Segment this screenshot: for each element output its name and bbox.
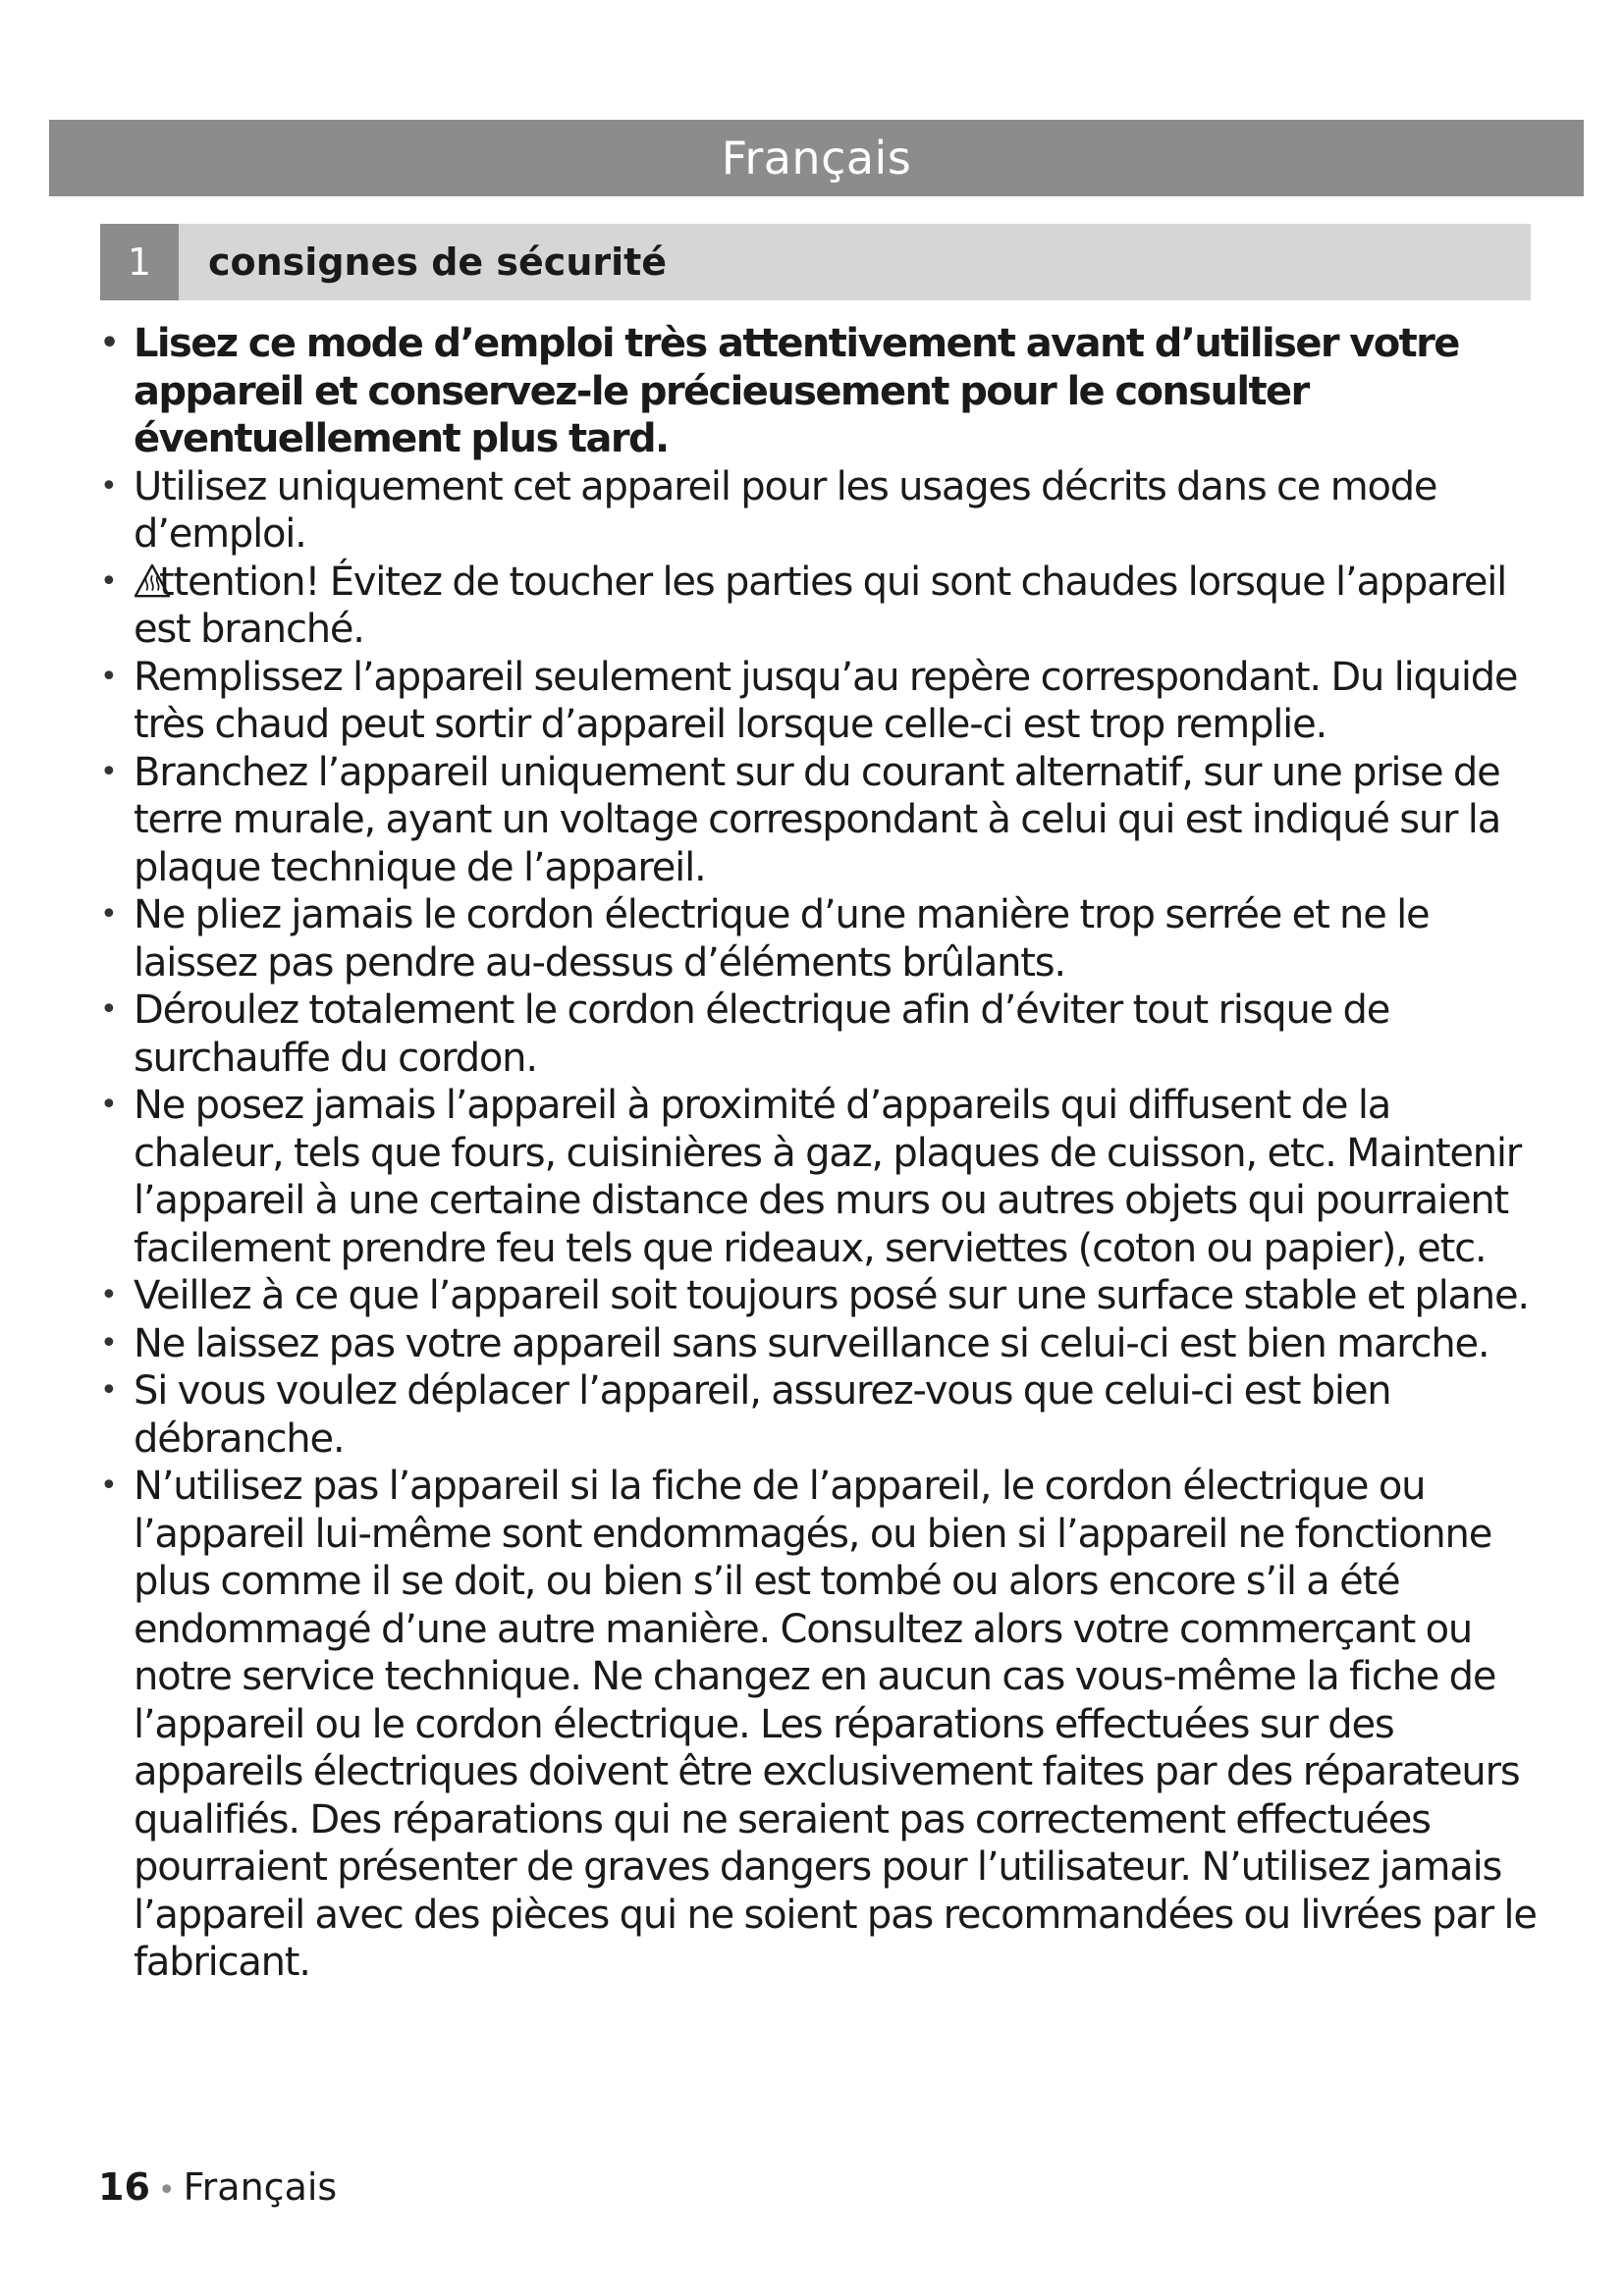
list-item: • Ne pliez jamais le cordon électrique d’une manière trop serrée et ne le laissez pas pendre au-dessus d’éléments brûlants. — [98, 891, 1537, 987]
page-footer — [98, 2165, 337, 2209]
list-item: • Déroulez totalement le cordon électrique afin d’éviter tout risque de surchauffe du cordon. — [98, 987, 1537, 1082]
footer-separator: • — [157, 2173, 176, 2208]
safety-instructions-list — [98, 320, 1537, 1987]
list-item: • Ne laissez pas votre appareil sans surveillance si celui-ci est bien marche. — [98, 1320, 1537, 1368]
warning-text: ttention! Évitez de toucher les parties qui sont chaudes lorsque l’appareil est branché. — [134, 559, 1507, 652]
list-item: • Utilisez uniquement cet appareil pour les usages décrits dans ce mode d’emploi. — [98, 463, 1537, 559]
language-banner-label: Français — [721, 132, 912, 185]
list-item: • N’utilisez pas l’appareil si la fiche de l’appareil, le cordon électrique ou l’appareil lui-même sont endommagés, ou bien si l’appareil ne fonctionne plus comme il se doit, ou bien s’il est tombé ou alors encore s’il a été endommagé d’une autre manière. Consultez alors votre commerçant ou notre service technique. Ne changez en aucun cas vous-même la fiche de l’appareil ou le cordon électrique. Les réparations effectuées sur des appareils électriques doivent être exclusivement faites par des réparateurs qualifiés. Des réparations qui ne seraient pas correctement effectuées pourraient présenter de graves dangers pour l’utilisateur. N’utilisez jamais l’appareil avec des pièces qui ne soient pas recommandées ou livrées par le fabricant. — [98, 1463, 1537, 1987]
list-item — [98, 559, 1537, 654]
footer-language: Français — [183, 2165, 338, 2209]
list-item: • Si vous voulez déplacer l’appareil, assurez-vous que celui-ci est bien débranche. — [98, 1367, 1537, 1463]
language-banner — [49, 120, 1584, 196]
section-title: consignes de sécurité — [208, 240, 668, 284]
section-header — [100, 224, 1531, 300]
list-item: • Branchez l’appareil uniquement sur du courant alternatif, sur une prise de terre murale, ayant un voltage correspondant à celui qui est indiqué sur la plaque technique de l’appareil. — [98, 749, 1537, 892]
section-number: 1 — [100, 224, 179, 300]
page-number: 16 — [98, 2165, 150, 2209]
list-item: • Veillez à ce que l’appareil soit toujours posé sur une surface stable et plane. — [98, 1272, 1537, 1320]
list-item: • Remplissez l’appareil seulement jusqu’au repère correspondant. Du liquide très chaud peut sortir d’appareil lorsque celle-ci est trop remplie. — [98, 654, 1537, 749]
list-item: • Ne posez jamais l’appareil à proximité d’appareils qui diffusent de la chaleur, tels que fours, cuisinières à gaz, plaques de cuisson, etc. Maintenir l’appareil à une certaine distance des murs ou autres objets qui pourraient facilement prendre feu tels que rideaux, serviettes (coton ou papier), etc. — [98, 1082, 1537, 1272]
list-item: • Lisez ce mode d’emploi très attentivement avant d’utiliser votre appareil et conservez-le précieusement pour le consulter éventuellement plus tard. — [98, 320, 1537, 463]
